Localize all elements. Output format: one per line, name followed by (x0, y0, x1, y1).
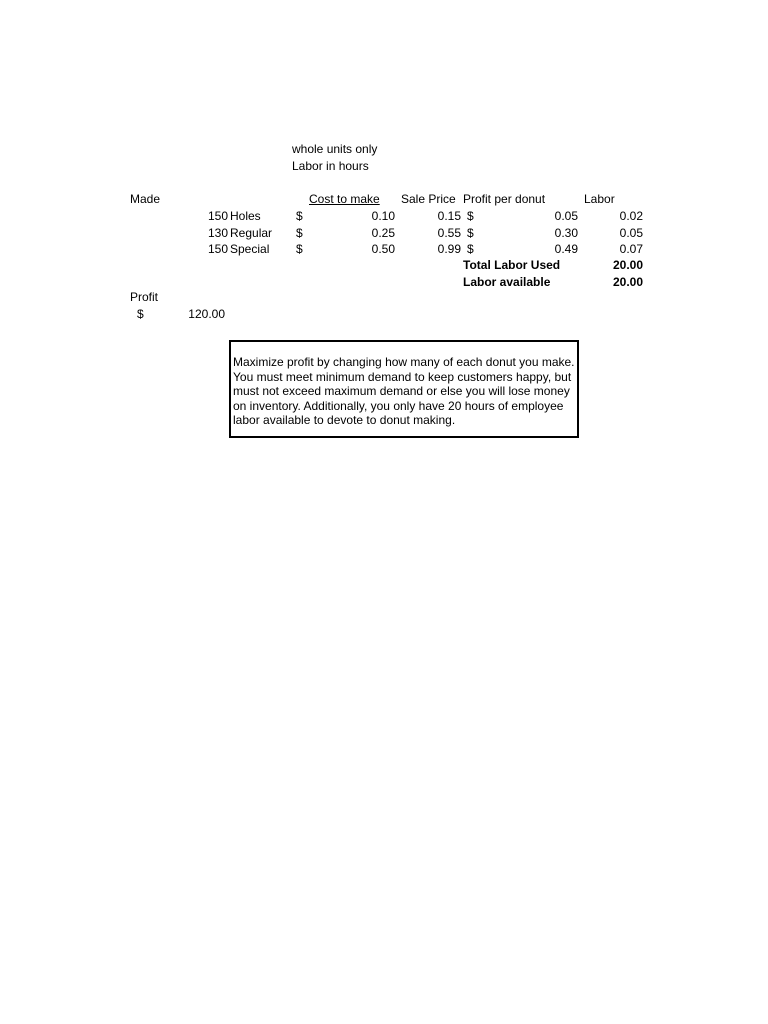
cost-currency: $ (296, 226, 303, 240)
instructions-textbox (229, 340, 579, 438)
made-header: Made (130, 192, 161, 206)
labor-header: Labor (584, 192, 615, 206)
note-whole-units: whole units only (292, 142, 378, 156)
labor-value: 0.07 (619, 242, 643, 256)
sale-price-header: Sale Price (401, 192, 456, 206)
row-donut-name: Special (230, 242, 270, 256)
cost-value: 0.25 (371, 226, 395, 240)
total-labor-used-value: 20.00 (612, 258, 643, 272)
sale-price-value: 0.15 (437, 209, 461, 223)
instructions-text: Maximize profit by changing how many of each donut you make. You must meet minimum demand to keep customers happy, but must not exceed maximum demand or else you will lose money on inventory. Additionally, you only have 20 hours of employee labor available to devote to donut making. (233, 355, 575, 428)
labor-value: 0.02 (619, 209, 643, 223)
total-labor-used-label: Total Labor Used (463, 258, 561, 272)
profit-value: 0.30 (554, 226, 578, 240)
cost-to-make-header: Cost to make (309, 192, 380, 206)
sale-price-value: 0.99 (437, 242, 461, 256)
profit-currency: $ (467, 226, 474, 240)
note-labor-hours: Labor in hours (292, 159, 369, 173)
row-donut-name: Regular (230, 226, 273, 240)
row-quantity[interactable]: 150 (207, 209, 228, 223)
profit-currency-symbol: $ (137, 307, 144, 321)
sale-price-value: 0.55 (437, 226, 461, 240)
profit-label: Profit (130, 290, 159, 304)
cost-currency: $ (296, 209, 303, 223)
row-quantity[interactable]: 150 (207, 242, 228, 256)
profit-total-value: 120.00 (188, 307, 225, 321)
row-donut-name: Holes (230, 209, 261, 223)
profit-value: 0.05 (554, 209, 578, 223)
row-quantity[interactable]: 130 (207, 226, 228, 240)
profit-value: 0.49 (554, 242, 578, 256)
labor-value: 0.05 (619, 226, 643, 240)
cost-value: 0.10 (371, 209, 395, 223)
labor-available-value: 20.00 (612, 275, 643, 289)
cost-value: 0.50 (371, 242, 395, 256)
profit-per-donut-header: Profit per donut (463, 192, 546, 206)
profit-currency: $ (467, 242, 474, 256)
profit-currency: $ (467, 209, 474, 223)
cost-currency: $ (296, 242, 303, 256)
labor-available-label: Labor available (463, 275, 551, 289)
